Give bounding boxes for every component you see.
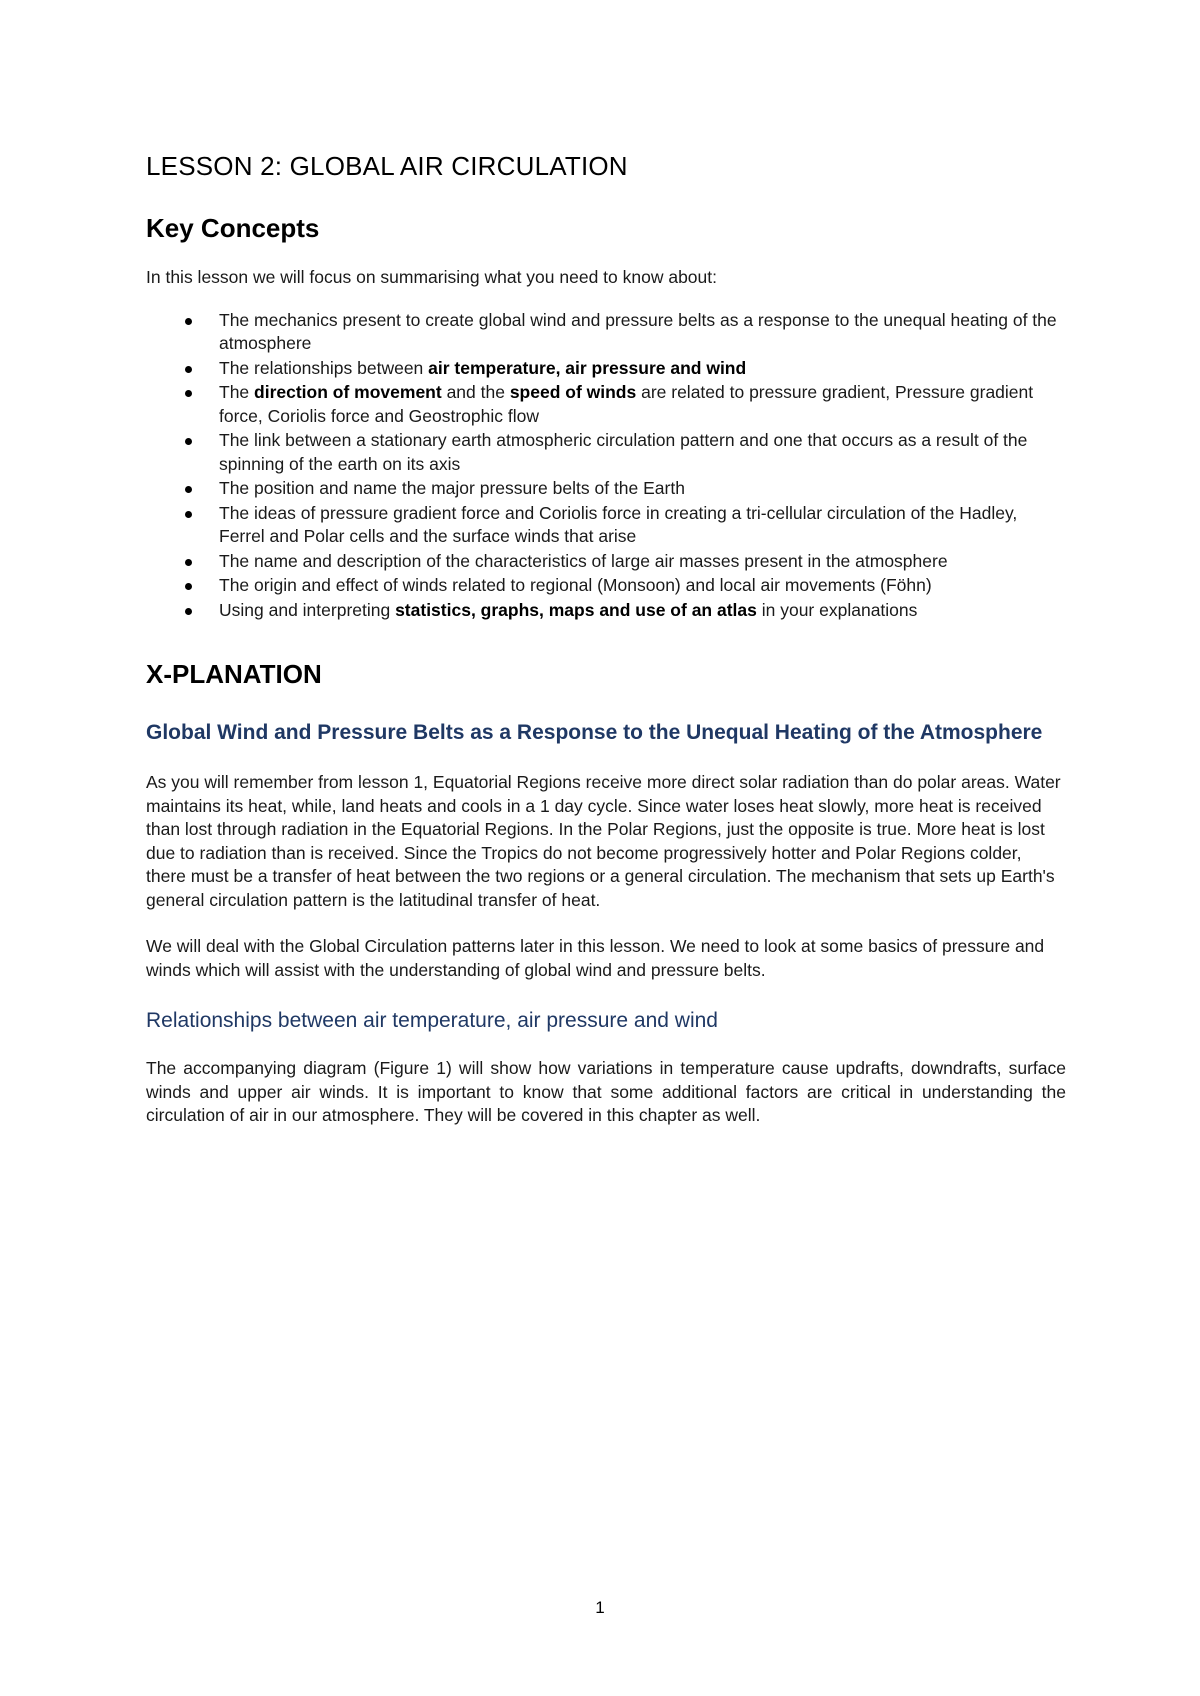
list-item-text: The ideas of pressure gradient force and Coriolis force in creating a tri-cellular circulation of the Hadley, Ferrel and Polar cells and the surface winds that arise [219, 502, 1018, 546]
bold-text: speed of winds [509, 382, 637, 402]
bold-text: statistics, graphs, maps and use of an atlas [395, 599, 757, 620]
list-item [146, 550, 1066, 574]
list-item-text: The relationships between [219, 357, 429, 378]
list-item [146, 477, 1066, 501]
lesson-title: LESSON 2: GLOBAL AIR CIRCULATION [146, 151, 628, 181]
section2-paragraph-1: The accompanying diagram (Figure 1) will show how variations in temperature cause updrafts, downdrafts, surface winds and upper air winds. It is important to know that some additional factors are critical in understanding the circulation of air in our atmosphere. They will be covered in this chapter as well. [146, 1058, 1066, 1125]
bullet-icon [185, 583, 192, 590]
section2-heading: Relationships between air temperature, air pressure and wind [146, 1009, 718, 1032]
list-item-text: The mechanics present to create global wind and pressure belts as a response to the unequal heating of the atmosphere [219, 309, 1057, 353]
list-item-text: The link between a stationary earth atmospheric circulation pattern and one that occurs as a result of the spinning of the earth on its axis [219, 430, 1028, 474]
bullet-icon [185, 559, 192, 566]
list-item-text: The name and description of the characteristics of large air masses present in the atmosphere [219, 550, 948, 571]
bullet-icon [185, 438, 192, 445]
bold-text: air temperature, air pressure and wind [428, 357, 747, 378]
list-item [146, 429, 1066, 476]
list-item [146, 381, 1066, 428]
list-item [146, 357, 1066, 381]
xplanation-heading: X-PLANATION [146, 659, 322, 689]
bullet-icon [185, 608, 192, 615]
list-item [146, 309, 1066, 356]
page-number: 1 [595, 1598, 605, 1617]
bold-text: direction of movement [254, 382, 442, 402]
section1-paragraph-2: We will deal with the Global Circulation patterns later in this lesson. We need to look at some basics of pressure and winds which will assist with the understanding of global wind and pressure belts. [146, 936, 1045, 980]
page-content [146, 146, 1066, 1128]
bullet-icon [185, 390, 192, 397]
list-item-text: Using and interpreting [219, 599, 396, 620]
bullet-icon [185, 366, 192, 373]
list-item [146, 502, 1066, 549]
intro-paragraph: In this lesson we will focus on summarising what you need to know about: [146, 267, 717, 287]
section1-heading: Global Wind and Pressure Belts as a Response to the Unequal Heating of the Atmosphere [146, 721, 1043, 744]
section1-paragraph-1: As you will remember from lesson 1, Equatorial Regions receive more direct solar radiation than do polar areas. Water maintains its heat, while, land heats and cools in a 1 day cycle. Since water loses heat slowly, more heat is received than lost through radiation in the Equatorial Regions. In the Polar Regions, just the opposite is true. More heat is lost due to radiation than is received. Since the Tropics do not become progressively hotter and Polar Regions colder, there must be a transfer of heat between the two regions or a general circulation. The mechanism that sets up Earth's general circulation pattern is the latitudinal transfer of heat. [146, 772, 1061, 910]
bullet-icon [185, 486, 192, 493]
list-item-text: in your explanations [756, 599, 918, 620]
bullet-icon [185, 318, 192, 325]
list-item-text: The position and name the major pressure belts of the Earth [219, 478, 685, 498]
list-item [146, 599, 1066, 623]
key-concepts-list [146, 309, 1066, 623]
list-item [146, 574, 1066, 598]
list-item-text: The [219, 382, 255, 402]
list-item-text: are related to pressure gradient, Pressure gradient force, Coriolis force and Geostrophic flow [219, 382, 1034, 426]
list-item-text: and the [441, 382, 510, 402]
bullet-icon [185, 511, 192, 518]
key-concepts-heading: Key Concepts [146, 213, 320, 243]
list-item-text: The origin and effect of winds related to regional (Monsoon) and local air movements (Föhn) [219, 575, 932, 595]
